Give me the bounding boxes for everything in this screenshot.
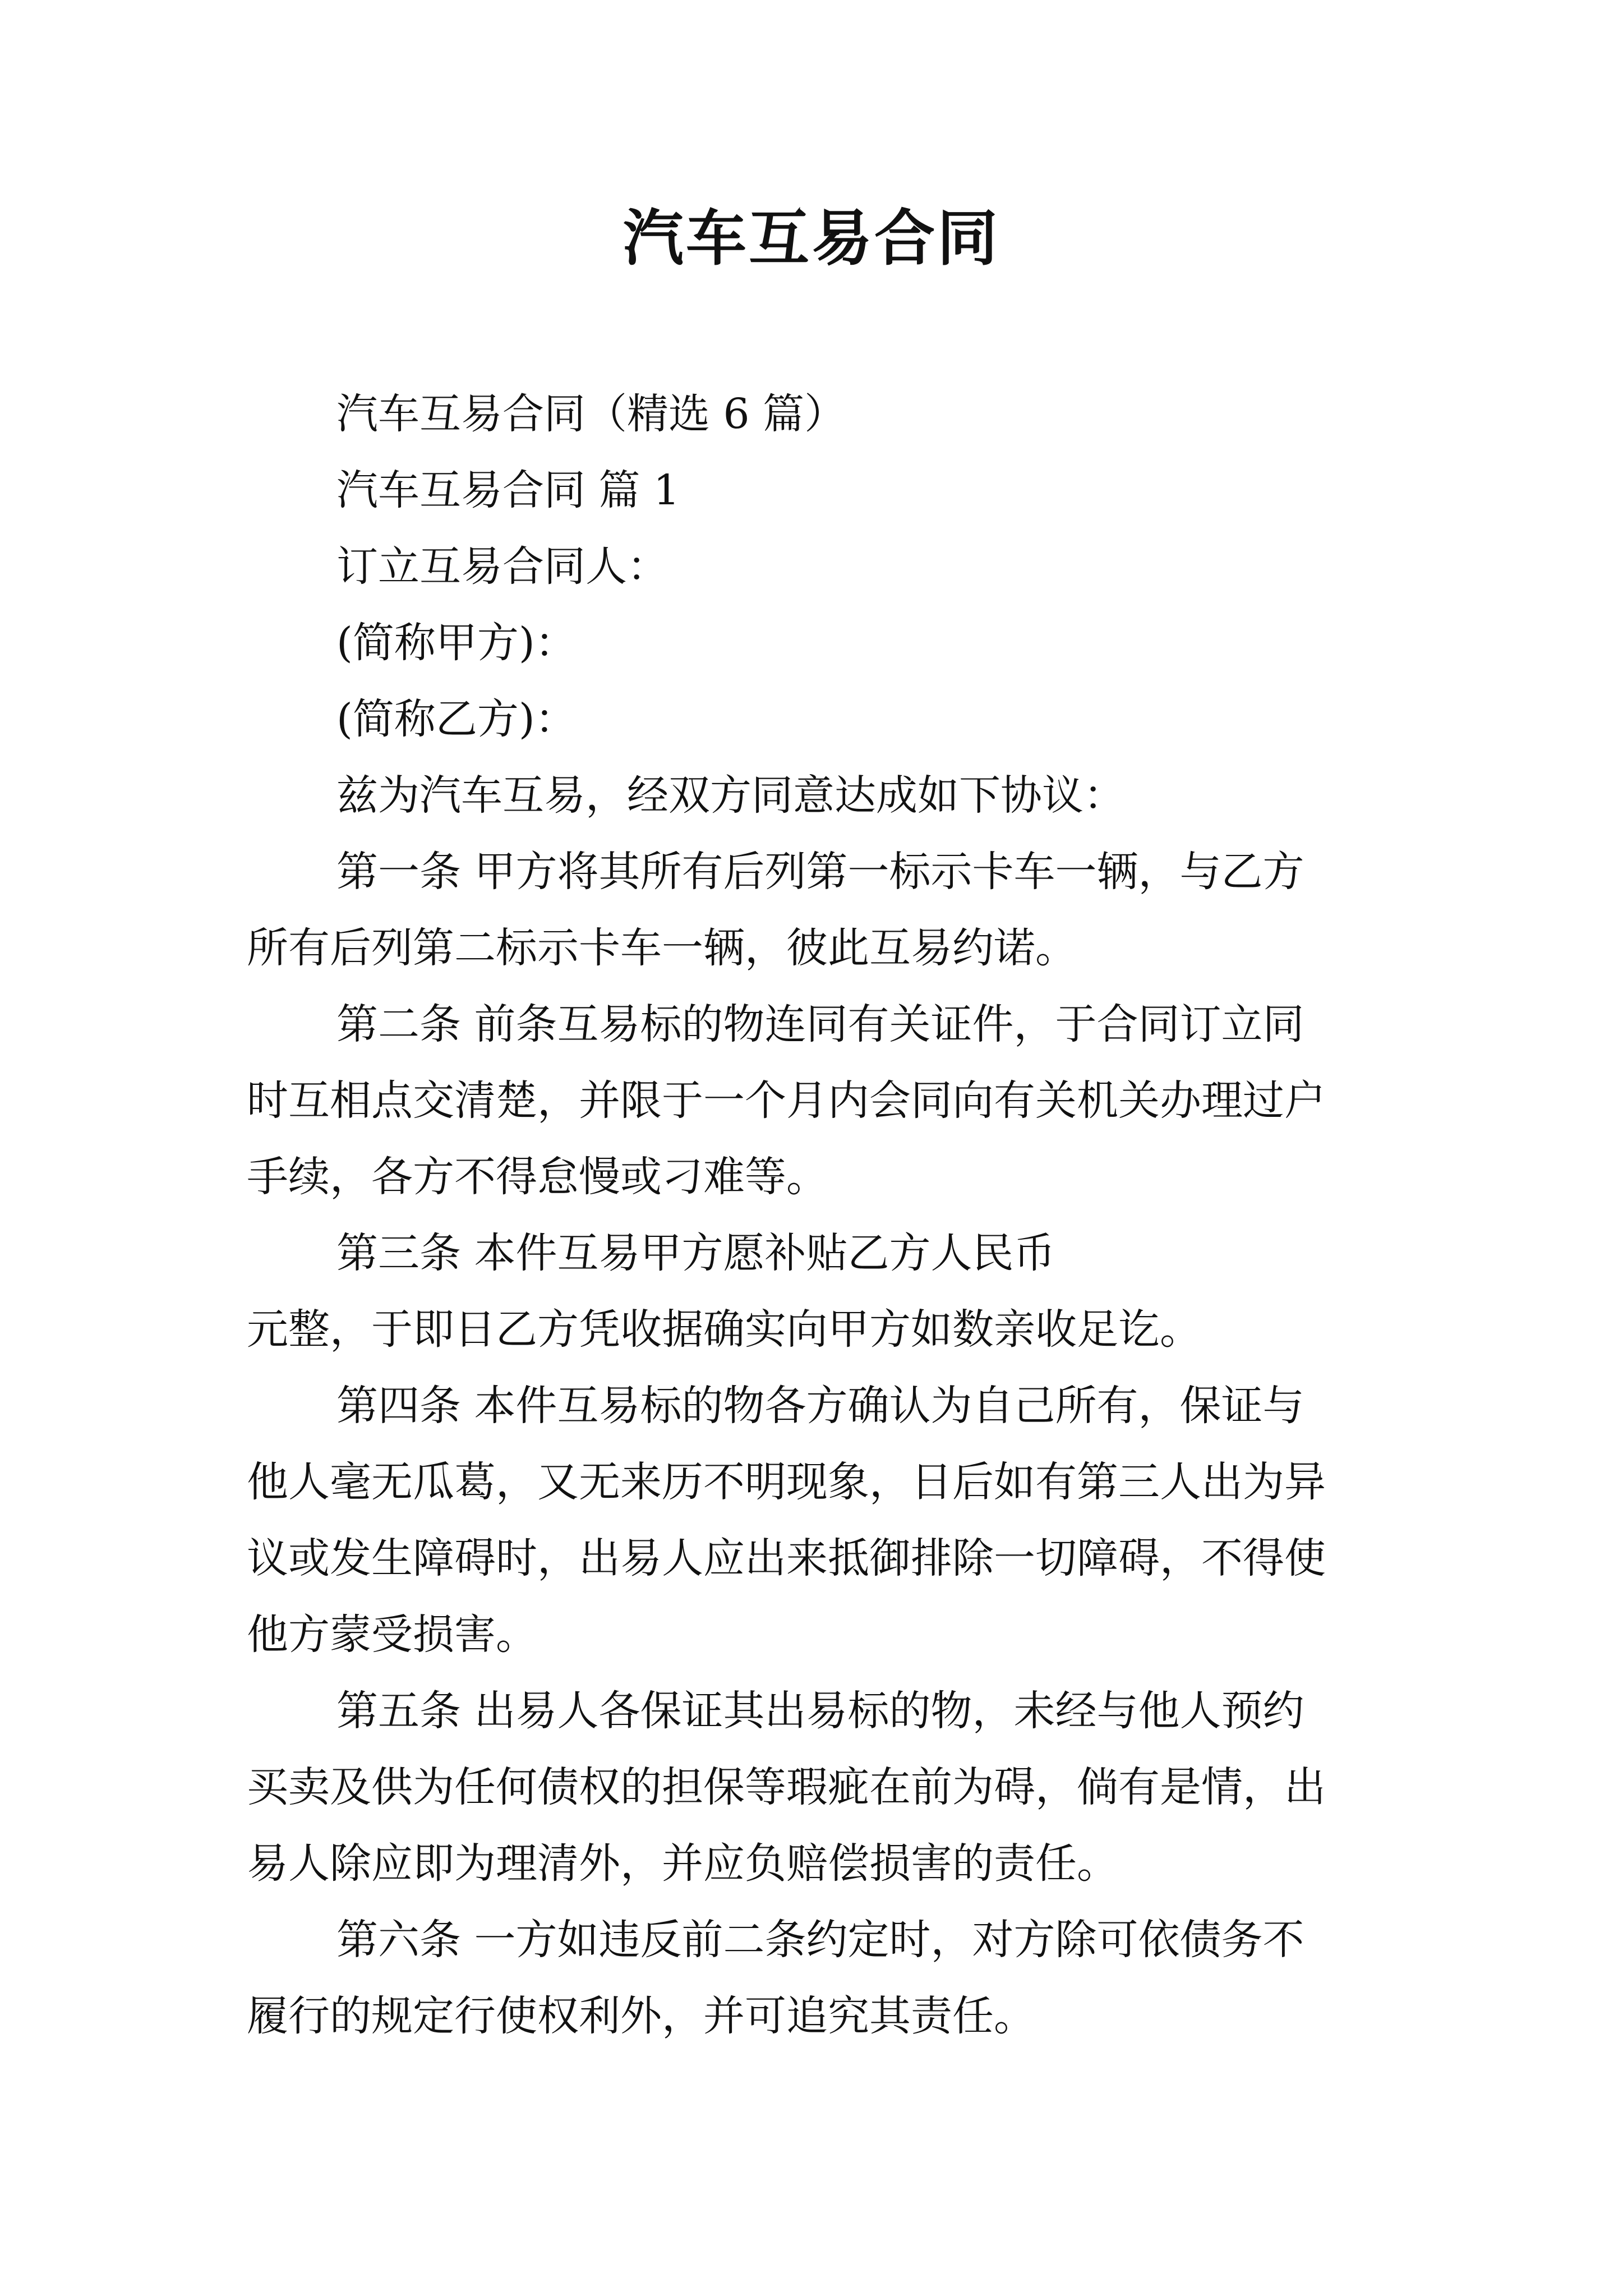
paragraph-line: 议或发生障碍时，出易人应出来抵御排除一切障碍，不得使 bbox=[247, 1534, 1326, 1582]
paragraph-line: 兹为汽车互易，经双方同意达成如下协议： bbox=[336, 771, 1125, 820]
paragraph-line: 时互相点交清楚，并限于一个月内会同向有关机关办理过户 bbox=[247, 1076, 1326, 1125]
paragraph-line: 第二条 前条互易标的物连同有关证件，于合同订立同 bbox=[336, 1000, 1304, 1048]
paragraph-line: 第五条 出易人各保证其出易标的物，未经与他人预约 bbox=[336, 1687, 1304, 1735]
paragraph-line: 订立互易合同人： bbox=[336, 542, 668, 591]
document-title: 汽车互易合同 bbox=[623, 203, 1000, 274]
paragraph-line: 元整，于即日乙方凭收据确实向甲方如数亲收足讫。 bbox=[247, 1305, 1201, 1354]
paragraph-line: (简称乙方)： bbox=[336, 695, 577, 743]
paragraph-line: 汽车互易合同（精选 6 篇） bbox=[336, 390, 846, 438]
paragraph-line: (简称甲方)： bbox=[336, 619, 577, 667]
paragraph-line: 第三条 本件互易甲方愿补贴乙方人民币 bbox=[336, 1229, 1055, 1277]
paragraph-line: 所有后列第二标示卡车一辆，彼此互易约诺。 bbox=[247, 924, 1077, 972]
document-body bbox=[247, 376, 1391, 2054]
paragraph-line: 第四条 本件互易标的物各方确认为自己所有，保证与 bbox=[336, 1382, 1304, 1430]
paragraph-line: 第一条 甲方将其所有后列第一标示卡车一辆，与乙方 bbox=[336, 848, 1304, 896]
paragraph-line: 第六条 一方如违反前二条约定时，对方除可依债务不 bbox=[336, 1916, 1304, 1964]
paragraph-line: 汽车互易合同 篇 1 bbox=[336, 466, 680, 514]
paragraph-line: 履行的规定行使权利外，并可追究其责任。 bbox=[247, 1992, 1035, 2040]
paragraph-line: 买卖及供为任何债权的担保等瑕疵在前为碍，倘有是情，出 bbox=[247, 1763, 1326, 1811]
paragraph-line: 他人毫无瓜葛，又无来历不明现象，日后如有第三人出为异 bbox=[247, 1458, 1326, 1506]
paragraph-line: 易人除应即为理清外，并应负赔偿损害的责任。 bbox=[247, 1839, 1118, 1888]
paragraph-line: 他方蒙受损害。 bbox=[247, 1611, 537, 1659]
paragraph-line: 手续，各方不得怠慢或刁难等。 bbox=[247, 1153, 828, 1201]
